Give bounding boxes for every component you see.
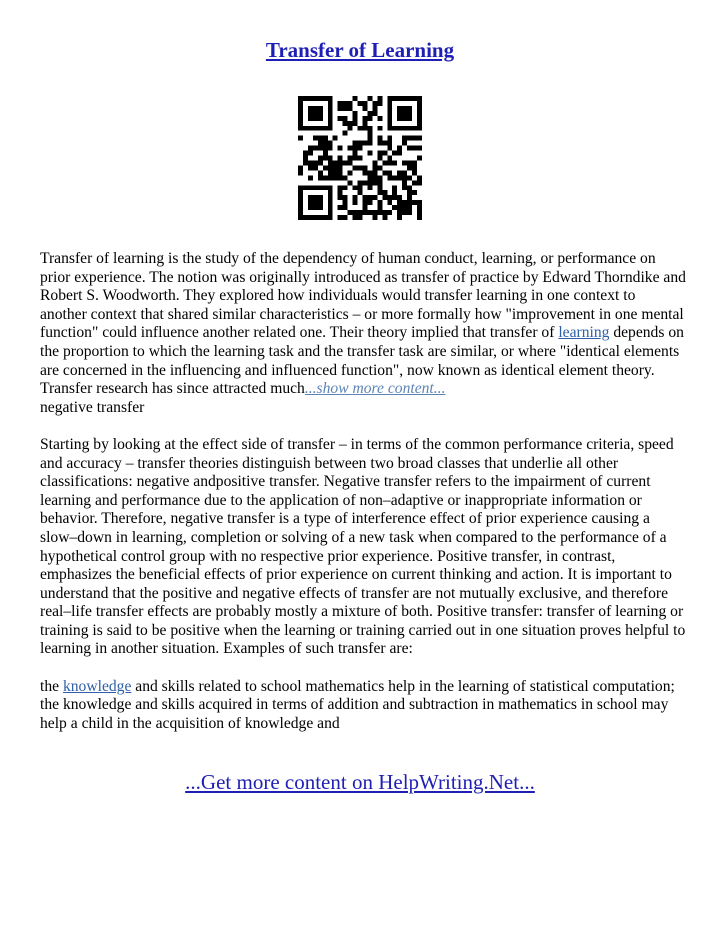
paragraph-intro: Transfer of learning is the study of the dependency of human conduct, learning, or performance on prior experience. The notion was originally introduced as transfer of practice by Edward Thorndike and Robert S. Woodworth. They explored how individuals would transfer learning in one context to another context that shared similar characteristics – or more formally how "improvement in one mental function" could influence another related one. Their theory implied that transfer of learning depends on the proportion to which the learning task and the transfer task are similar, or where "identical elements are concerned in the influencing and influenced function", now known as identical element theory. Transfer research has since attracted much...show more content... negative transfer bbox=[40, 250, 686, 416]
paragraph-examples: the knowledge and skills related to school mathematics help in the learning of statistical computation; the knowledge and skills acquired in terms of addition and subtraction in mathematics in school may help a child in the acquisition of knowledge and bbox=[40, 677, 675, 732]
document-body bbox=[40, 250, 686, 752]
learning-link[interactable]: learning bbox=[558, 324, 610, 342]
paragraph-transfer-types: Starting by looking at the effect side of transfer – in terms of the common performance criteria, speed and accuracy – transfer theories distinguish between two broad classes that underlie all other classifications: negative andpositive transfer. Negative transfer refers to the impairment of current learning and performance due to the application of non–adaptive or inappropriate information or behavior. Therefore, negative transfer is a type of interference effect of prior experience causing a slow–down in learning, completion or solving of a new task when compared to the performance of a hypothetical control group with no respective prior experience. Positive transfer, in contrast, emphasizes the beneficial effects of prior experience on current thinking and action. It is important to understand that the positive and negative effects of transfer are not mutually exclusive, and therefore real–life transfer effects are probably mostly a mixture of both. Positive transfer: transfer of learning or training is said to be positive when the learning or training carried out in one situation proves helpful to learning in another situation. Examples of such transfer are: bbox=[40, 435, 686, 658]
title-link[interactable]: Transfer of Learning bbox=[265, 38, 455, 62]
get-more-content bbox=[0, 770, 720, 795]
knowledge-link[interactable]: knowledge bbox=[62, 677, 132, 695]
get-more-content-link[interactable]: ...Get more content on HelpWriting.Net... bbox=[185, 770, 535, 794]
document-title bbox=[0, 38, 720, 63]
negative-transfer-label: negative transfer bbox=[40, 398, 145, 416]
show-more-link[interactable]: ...show more content... bbox=[304, 380, 446, 398]
qr-code bbox=[298, 96, 422, 220]
